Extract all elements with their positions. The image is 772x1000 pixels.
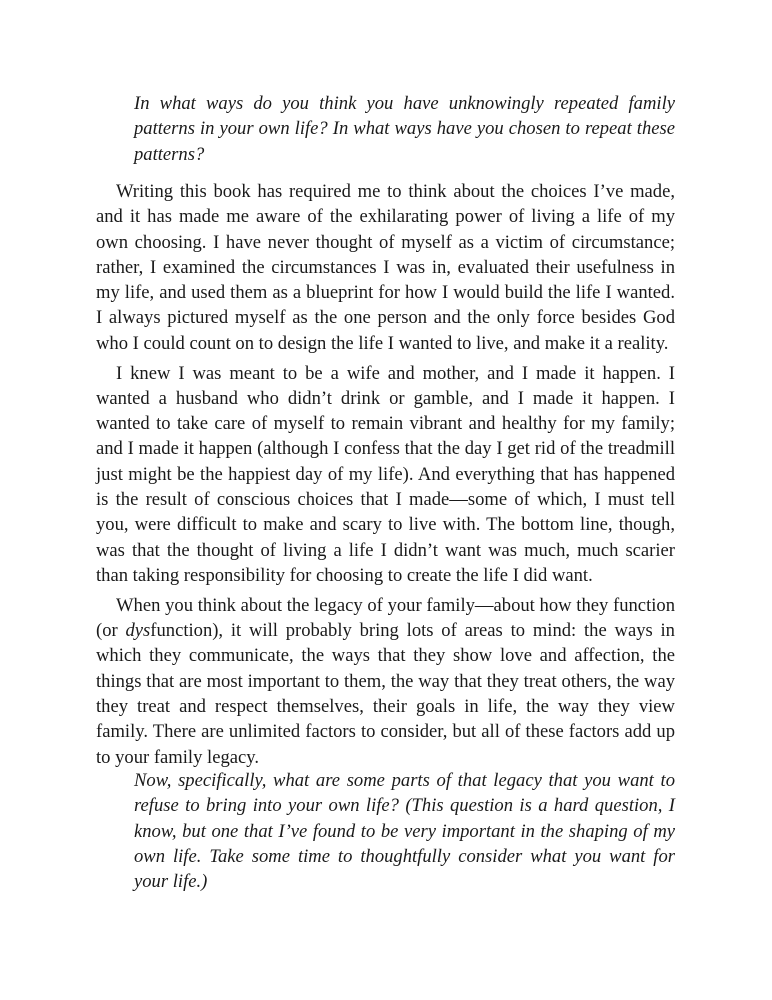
reflection-question-1: In what ways do you think you have unknowingly repeated family patterns in your own life? In what ways have you chosen to repeat these patterns? <box>134 93 675 165</box>
paragraph-3 <box>96 593 675 770</box>
paragraph-3-text-start: When you think about the legacy of your family—about how they function (or <box>96 594 675 642</box>
reflection-question-2: Now, specifically, what are some parts of that legacy that you want to refuse to bring into your own life? (This question is a hard question, I know, but one that I’ve found to be very important in the shaping of my own life. Take some time to thoughtfully consider what you want for your life.) <box>134 770 675 893</box>
paragraph-3-text-end: function), it will probably bring lots of areas to mind: the ways in which they communicate, the ways that they show love and affection, the things that are most important to them, the way that they treat others, the way they treat and respect themselves, their goals in life, the way they view family. There are unlimited factors to consider, but all of these factors add up to your family legacy. <box>96 620 675 768</box>
paragraph-3-emphasis: dys <box>125 620 151 642</box>
paragraph-2: I knew I was meant to be a wife and mother, and I made it happen. I wanted a husband who didn’t drink or gamble, and I made it happen. I wanted to take care of myself to remain vibrant and healthy for my family; and I made it happen (although I confess that the day I get rid of the treadmill just might be the happiest day of my life). And everything that has happened is the result of conscious choices that I made—some of which, I must tell you, were difficult to make and scary to live with. The bottom line, though, was that the thought of living a life I didn’t want was much, much scarier than taking responsibility for choosing to create the life I did want. <box>96 362 675 586</box>
body-text <box>96 179 675 770</box>
paragraph-1: Writing this book has required me to think about the choices I’ve made, and it has made me aware of the exhilarating power of living a life of my own choosing. I have never thought of myself as a victim of circumstance; rather, I examined the circumstances I was in, evaluated their usefulness in my life, and used them as a blueprint for how I would build the life I wanted. I always pictured myself as the one person and the only force besides God who I could count on to design the life I wanted to live, and make it a reality. <box>96 181 675 354</box>
